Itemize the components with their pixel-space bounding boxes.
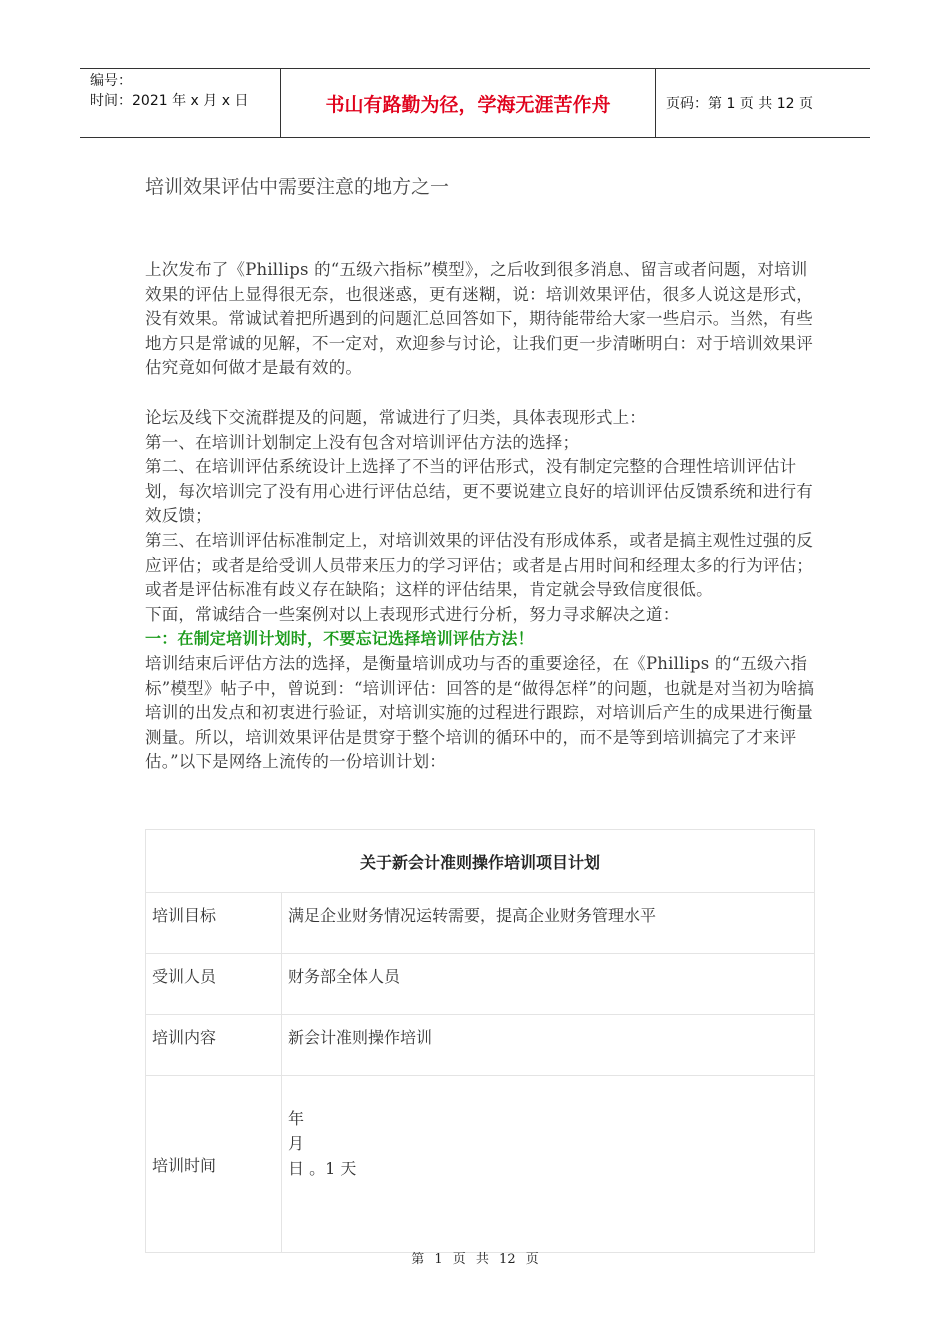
table-row [146, 954, 815, 1015]
paragraph-second: 第二、在培训评估系统设计上选择了不当的评估形式，没有制定完整的合理性培训评估计划，每次培训完了没有用心进行评估总结，更不要说建立良好的培训评估反馈系统和进行有效反馈； [145, 457, 813, 526]
paragraph-classification: 论坛及线下交流群提及的问题，常诚进行了归类，具体表现形式上： [145, 408, 646, 427]
header-motto: 书山有路勤为径，学海无涯苦作舟 [280, 69, 656, 137]
page-footer: 第 1 页 共 12 页 [411, 1252, 539, 1267]
row-label: 受训人员 [146, 954, 282, 1015]
page-title: 培训效果评估中需要注意的地方之一 [145, 176, 450, 198]
date-label: 时间：2021 年 x 月 x 日 [90, 93, 249, 109]
paragraph-first: 第一、在培训计划制定上没有包含对培训评估方法的选择； [145, 432, 580, 452]
paragraph-third: 第三、在培训评估标准制定上，对培训效果的评估没有形成体系，或者是搞主观性过强的反应评估；或者是给受训人员带来压力的学习评估；或者是占用时间和经理太多的行为评估；或者是评估标准有歧义存在缺陷；这样的评估结果，肯定就会导致信度很低。 [145, 530, 813, 600]
table-row-time [146, 1076, 815, 1253]
number-label: 编号： [90, 73, 132, 89]
table-title: 关于新会计准则操作培训项目计划 [146, 830, 815, 893]
header-info [80, 69, 280, 137]
time-month: 月 [288, 1134, 305, 1153]
training-plan-table [145, 829, 815, 1253]
paragraph-next: 下面，常诚结合一些案例对以上表现形式进行分析，努力寻求解决之道： [145, 604, 680, 624]
row-value: 财务部全体人员 [282, 954, 815, 1015]
section-heading: 一：在制定培训计划时，不要忘记选择培训评估方法！ [145, 629, 534, 649]
row-value: 新会计准则操作培训 [282, 1015, 815, 1076]
row-label: 培训时间 [146, 1076, 282, 1253]
document-header [80, 68, 870, 138]
intro-paragraph: 上次发布了《Phillips 的“五级六指标”模型》，之后收到很多消息、留言或者问题，对培训效果的评估上显得很无奈，也很迷惑，更有迷糊，说：培训效果评估，很多人说这是形式，没有效果。常诚试着把所遇到的问题汇总回答如下，期待能带给大家一些启示。当然，有些地方只是常诚的见解，不一定对，欢迎参与讨论，让我们更一步清晰明白：对于培训效果评估究竟如何做才是最有效的。 [145, 260, 813, 378]
time-year: 年 [288, 1109, 305, 1128]
paragraph-method: 培训结束后评估方法的选择，是衡量培训成功与否的重要途径，在《Phillips 的“五级六指标”模型》帖子中，曾说到：“培训评估：回答的是“做得怎样”的问题，也就是对当初为啥搞培训的出发点和初衷进行验证，对培训实施的过程进行跟踪，对培训后产生的成果进行衡量测量。所以，培训效果评估是贯穿于整个培训的循环中的，而不是等到培训搞完了才来评估。”以下是网络上流传的一份培训计划： [145, 653, 815, 772]
page-number-label: 页码：第 1 页 共 12 页 [666, 96, 813, 112]
row-label: 培训内容 [146, 1015, 282, 1076]
table-row [146, 1015, 815, 1076]
table-row [146, 893, 815, 954]
row-value: 满足企业财务情况运转需要，提高企业财务管理水平 [282, 893, 815, 954]
row-label: 培训目标 [146, 893, 282, 954]
row-value-time [282, 1076, 815, 1253]
main-text [145, 406, 817, 775]
time-day: 日 。1 天 [288, 1159, 357, 1178]
